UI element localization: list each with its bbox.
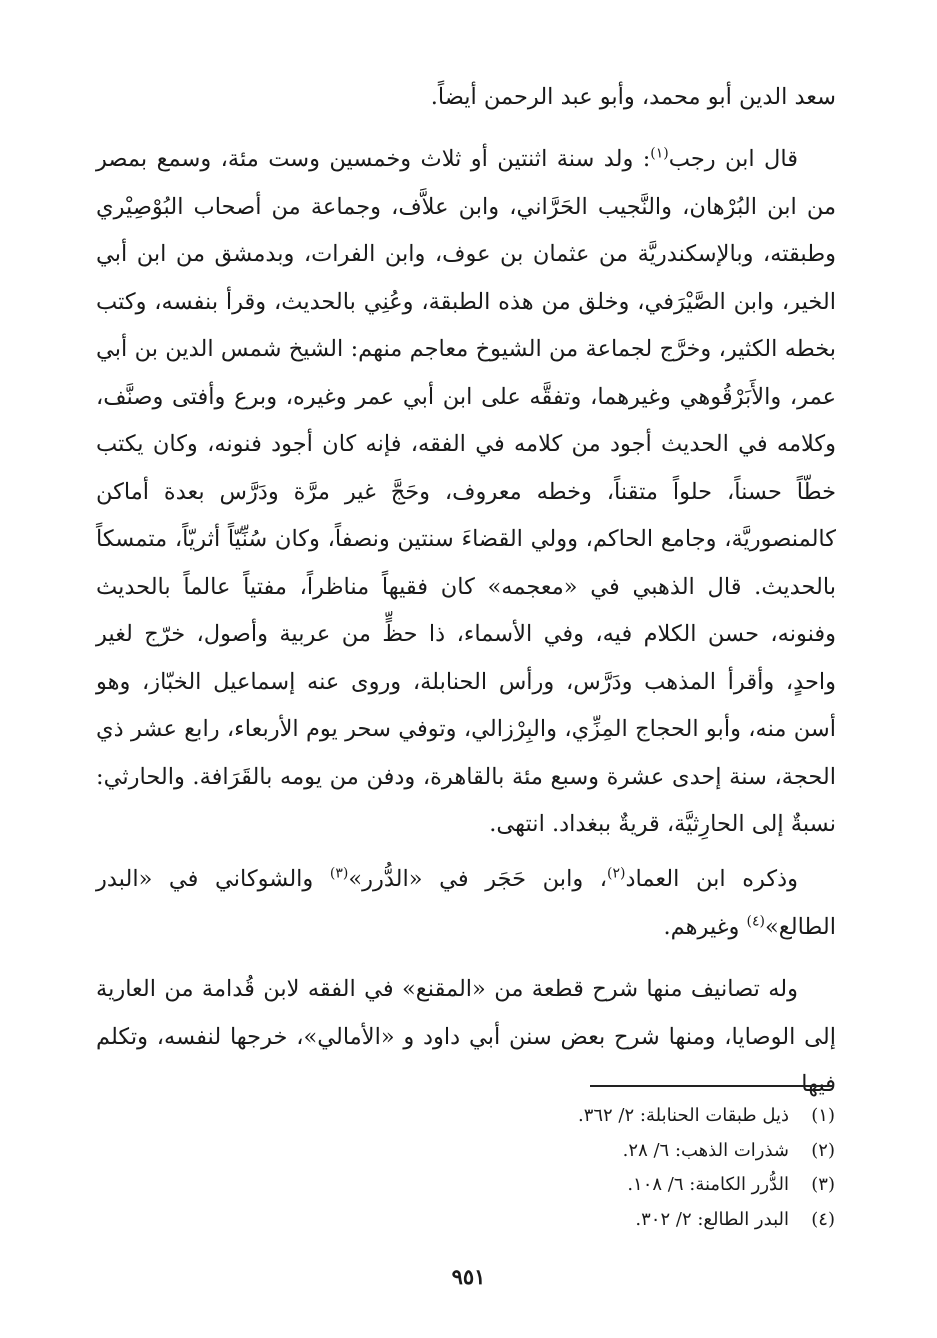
paragraph-ibn-rajab xyxy=(96,136,836,849)
intro-line-block xyxy=(96,74,836,122)
paragraph-3: وله تصانيف منها شرح قطعة من «المقنع» في الفقه لابن قُدامة من العارية إلى الوصايا، ومنها شرح بعض سنن أبي داود و «الأمالي»، خرجها لنفسه، وتكلم فيها xyxy=(96,976,836,1097)
footnote-number: (٤) xyxy=(811,1208,835,1230)
intro-line: سعد الدين أبو محمد، وأبو عبد الرحمن أيضاً. xyxy=(430,84,836,110)
footnotes xyxy=(435,1099,835,1237)
page-number: ٩٥١ xyxy=(451,1264,486,1289)
footnote-number: (٢) xyxy=(811,1139,835,1161)
para2-part3: والشوكاني في «البدر الطالع» xyxy=(96,866,836,940)
para1-lead: قال ابن رجب xyxy=(668,146,798,172)
paragraph-1 xyxy=(96,136,836,849)
paragraph-works xyxy=(96,966,836,1109)
para2-part4: وغيرهم. xyxy=(663,913,747,940)
footnote-2 xyxy=(435,1134,835,1169)
footnote-ref-2: (٢) xyxy=(607,865,626,882)
para2-part2: ، وابن حَجَر في «الدُّرر» xyxy=(348,866,608,892)
paragraph-mentions xyxy=(96,856,836,951)
footnote-number: (١) xyxy=(811,1105,835,1126)
footnote-3 xyxy=(435,1168,835,1203)
para2-part1: وذكره ابن العماد xyxy=(625,866,798,892)
footnote-divider xyxy=(590,1085,834,1087)
footnote-number: (٣) xyxy=(811,1174,835,1195)
footnote-ref-1: (١) xyxy=(650,145,669,162)
para1-text: : ولد سنة اثنتين أو ثلاث وخمسين وست مئة، وسمع بمصر من ابن البُرْهان، والنَّجيب الحَرَّاني، وابن علاَّف، وجماعة من أصحاب البُوْصِيْري وطبقته، وبالإسكندريَّة من عثمان بن عوف، وابن الفرات، وبدمشق من ابن أبي الخير، وابن الصَّيْرَفي، وخلق من هذه الطبقة، وعُنِي بالحديث، وقرأ بنفسه، وكتب بخطه الكثير، وخرَّج لجماعة من الشيوخ معاجم منهم: الشيخ شمس الدين بن أبي عمر، والأَبَرْقُوهي وغيرهما، وتفقَّه على ابن أبي عمر وغيره، وبرع وأفتى وصنَّف، وكلامه في الحديث أجود من كلامه في الفقه، فإنه كان أجود فنونه، وكان يكتب خطّاً حسناً، حلواً متقناً، وخطه معروف، وحَجَّ غير مرَّة ودَرَّس بعدة أماكن كالمنصوريَّة، وجامع الحاكم، وولي القضاءَ سنتين ونصفاً، وكان سُنِّيّاً أثريّاً، متمسكاً بالحديث. قال الذهبي في «معجمه» كان فقيهاً مناظراً، مفتياً عالماً بالحديث وفنونه، حسن الكلام فيه، وفي الأسماء، ذا حظٍّ من عربية وأصول، خرّج لغير واحدٍ، وأقرأ المذهب ودَرَّس، ورأس الحنابلة، وروى عنه إسماعيل الخبّاز، وهو أسن منه، وأبو الحجاج المِزِّي، والبِرْزالي، وتوفي سحر يوم الأربعاء، رابع عشر ذي الحجة، سنة إحدى عشرة وسبع مئة بالقاهرة، ودفن من يومه بالقَرَافة. والحارثي: نسبةٌ إلى الحارِثيَّة، قريةٌ ببغداد. انتهى. xyxy=(96,146,836,837)
footnote-text: ذيل طبقات الحنابلة: ٢/ ٣٦٢. xyxy=(577,1105,789,1126)
footnote-4 xyxy=(435,1203,835,1238)
footnote-ref-3: (٣) xyxy=(329,865,349,882)
footnote-1 xyxy=(435,1099,835,1134)
footnote-ref-4: (٤) xyxy=(746,913,765,929)
footnote-text: البدر الطالع: ٢/ ٣٠٢. xyxy=(635,1208,789,1230)
footnote-text: الدُّرر الكامنة: ٦/ ١٠٨. xyxy=(627,1174,789,1195)
footnote-text: شذرات الذهب: ٦/ ٢٨. xyxy=(622,1139,789,1161)
paragraph-2 xyxy=(96,856,836,951)
